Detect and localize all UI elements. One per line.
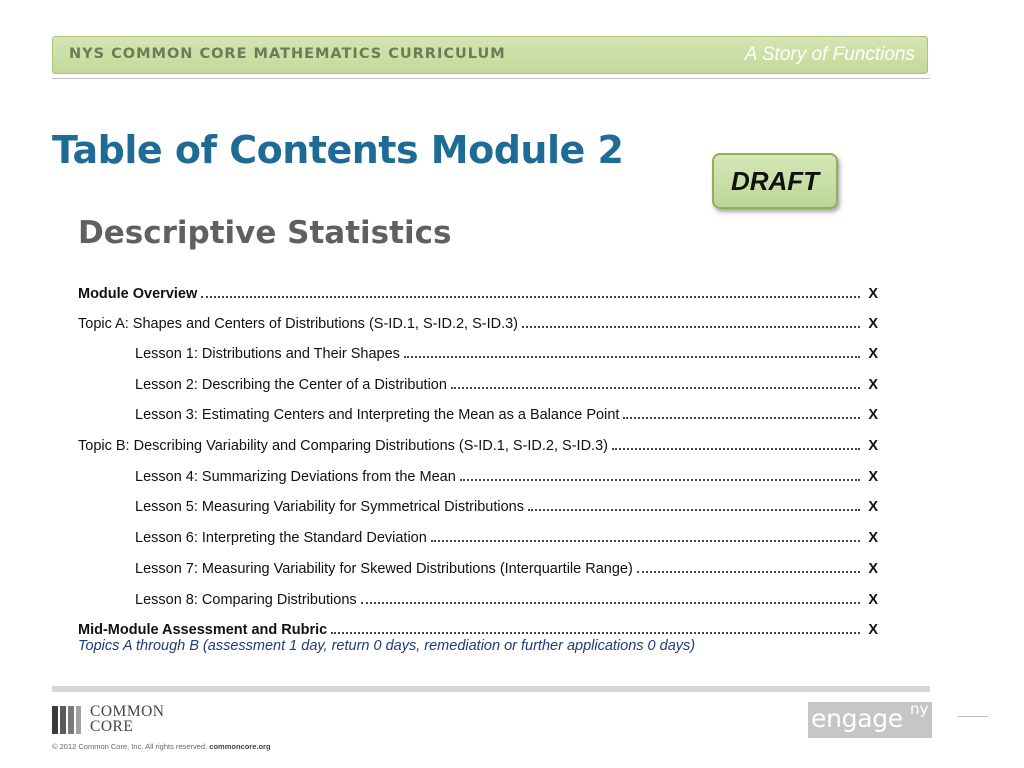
- toc-entry-label: Lesson 4: Summarizing Deviations from the Mean: [135, 469, 456, 485]
- toc-entry-label: Lesson 8: Comparing Distributions: [135, 592, 357, 608]
- header-bar: [52, 36, 928, 74]
- toc-page-number: X: [868, 561, 878, 577]
- toc-dot-leader: [528, 509, 860, 511]
- toc-lesson-row: [78, 401, 878, 423]
- toc-dot-leader: [431, 540, 860, 542]
- common-core-logo-text: COMMON CORE: [90, 703, 165, 735]
- draft-badge: DRAFT: [712, 153, 838, 209]
- copyright-text: © 2012 Common Core, Inc. All rights reserved.: [52, 742, 208, 751]
- toc-topic-row: [78, 310, 878, 332]
- toc-lesson-row: [78, 371, 878, 393]
- toc-lesson-row: [78, 340, 878, 362]
- toc-entry-label: Lesson 1: Distributions and Their Shapes: [135, 346, 400, 362]
- toc-entry-label: Mid-Module Assessment and Rubric: [78, 622, 328, 638]
- toc-note: Topics A through B (assessment 1 day, return 0 days, remediation or further applications 0 days): [78, 638, 696, 654]
- decorative-dash: [958, 716, 988, 717]
- engageny-logo: [808, 702, 932, 738]
- toc-entry-label: Lesson 3: Estimating Centers and Interpreting the Mean as a Balance Point: [135, 407, 620, 423]
- toc-dot-leader: [451, 387, 860, 389]
- toc-entry-label: Module Overview: [78, 286, 198, 302]
- toc-lesson-row: [78, 463, 878, 485]
- toc-dot-leader: [331, 632, 860, 634]
- header-title: NYS COMMON CORE MATHEMATICS CURRICULUM: [69, 46, 506, 62]
- toc-dot-leader: [623, 417, 860, 419]
- toc-section-row: [78, 280, 878, 302]
- toc-dot-leader: [637, 571, 860, 573]
- toc-page-number: X: [868, 530, 878, 546]
- toc-page-number: X: [868, 407, 878, 423]
- toc-entry-label: Lesson 2: Describing the Center of a Distribution: [135, 377, 447, 393]
- toc-page-number: X: [868, 346, 878, 362]
- toc-entry-label: Topic B: Describing Variability and Comparing Distributions (S-ID.1, S-ID.2, S-ID.3): [78, 438, 608, 454]
- toc-section-row: [78, 616, 878, 638]
- toc-page-number: X: [868, 438, 878, 454]
- toc-page-number: X: [868, 592, 878, 608]
- footer-divider: [52, 686, 930, 692]
- toc-entry-label: Topic A: Shapes and Centers of Distributions (S-ID.1, S-ID.2, S-ID.3): [78, 316, 519, 332]
- toc-page-number: X: [868, 286, 878, 302]
- toc-dot-leader: [404, 356, 860, 358]
- toc-page-number: X: [868, 469, 878, 485]
- toc-lesson-row: [78, 586, 878, 608]
- toc-page-number: X: [868, 622, 878, 638]
- toc-lesson-row: [78, 524, 878, 546]
- toc-topic-row: [78, 432, 878, 454]
- common-core-bars-icon: [52, 706, 82, 734]
- toc-lesson-row: [78, 493, 878, 515]
- slide-title: Table of Contents Module 2: [52, 128, 624, 172]
- toc-entry-label: Lesson 6: Interpreting the Standard Deviation: [135, 530, 427, 546]
- document-title: Descriptive Statistics: [78, 215, 452, 251]
- toc-page-number: X: [868, 316, 878, 332]
- engageny-logo-text: engage: [811, 704, 903, 733]
- copyright-link[interactable]: commoncore.org: [209, 742, 271, 751]
- toc-dot-leader: [522, 326, 860, 328]
- toc-entry-label: Lesson 5: Measuring Variability for Symmetrical Distributions: [135, 499, 524, 515]
- toc-dot-leader: [612, 448, 860, 450]
- copyright: [52, 742, 271, 751]
- toc-dot-leader: [460, 479, 860, 481]
- toc-dot-leader: [201, 296, 860, 298]
- toc-entry-label: Lesson 7: Measuring Variability for Skewed Distributions (Interquartile Range): [135, 561, 633, 577]
- header-divider: [52, 78, 930, 79]
- toc-lesson-row: [78, 555, 878, 577]
- header-subtitle: A Story of Functions: [744, 44, 915, 65]
- toc-page-number: X: [868, 499, 878, 515]
- toc-page-number: X: [868, 377, 878, 393]
- engageny-logo-sup: ny: [910, 700, 929, 718]
- toc-dot-leader: [361, 602, 860, 604]
